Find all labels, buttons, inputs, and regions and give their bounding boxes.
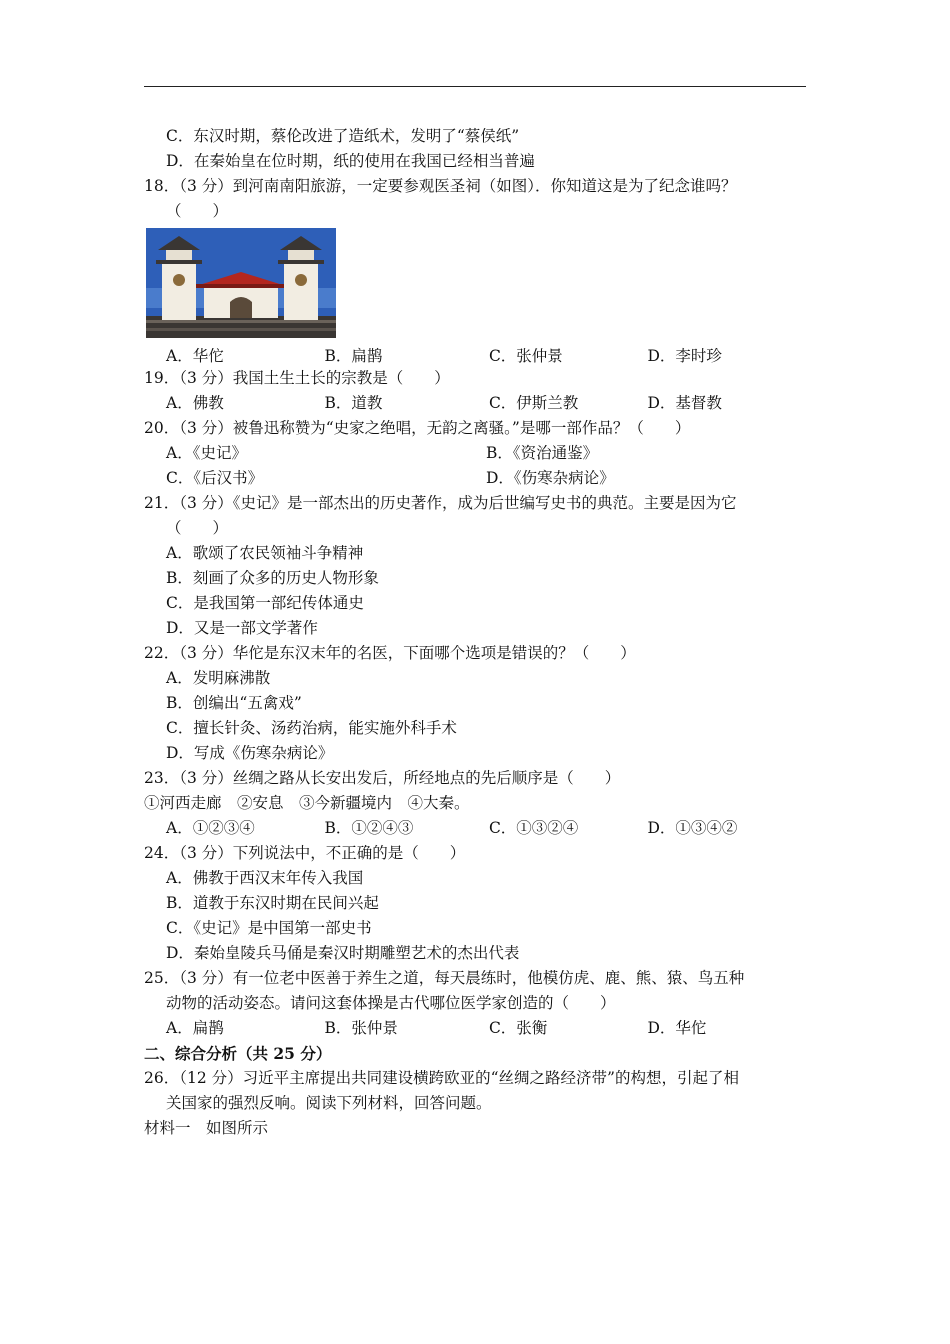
q18-options <box>144 344 806 366</box>
q20-option-a: A．《史记》 <box>166 444 247 462</box>
q21-option-b: B．刻画了众多的历史人物形象 <box>166 569 379 587</box>
q23-option-b: B．①②④③ <box>324 819 414 837</box>
q21-paren: （ ） <box>166 519 229 537</box>
q20-option-d: D．《伤寒杂病论》 <box>486 469 615 487</box>
shrine-illustration <box>146 228 336 338</box>
q24-option-c: C．《史记》是中国第一部史书 <box>166 919 372 937</box>
q20-option-c: C．《后汉书》 <box>166 469 264 487</box>
q25-option-d: D．华佗 <box>647 1019 707 1037</box>
q25-option-b: B．张仲景 <box>324 1019 398 1037</box>
q24-option-b: B．道教于东汉时期在民间兴起 <box>166 894 379 912</box>
q19-option-d: D．基督教 <box>647 394 722 412</box>
q25-stem: 25．（3 分）有一位老中医善于养生之道，每天晨练时，他模仿虎、鹿、熊、猿、鸟五种 <box>144 969 745 987</box>
q23-places: ①河西走廊 ②安息 ③今新疆境内 ④大秦。 <box>144 794 470 812</box>
q18-option-a: A．华佗 <box>166 347 224 365</box>
q20-options-row2 <box>144 466 806 491</box>
question-list <box>144 124 806 1141</box>
q18-option-d: D．李时珍 <box>647 347 722 365</box>
q25-option-c: C．张衡 <box>488 1019 548 1037</box>
q21-option-d: D．又是一部文学著作 <box>166 619 318 637</box>
q19-stem: 19．（3 分）我国土生土长的宗教是（ ） <box>144 369 450 387</box>
q26-stem: 26．（12 分）习近平主席提出共同建设横跨欧亚的“丝绸之路经济带”的构想，引起了相 <box>144 1069 739 1087</box>
q22-option-d: D．写成《伤寒杂病论》 <box>166 744 334 762</box>
q18-option-b: B．扁鹊 <box>324 347 383 365</box>
q17-option-c: C．东汉时期，蔡伦改进了造纸术，发明了“蔡侯纸” <box>166 127 520 145</box>
q22-option-c: C．擅长针灸、汤药治病，能实施外科手术 <box>166 719 457 737</box>
q19-option-c: C．伊斯兰教 <box>488 394 579 412</box>
material-one-label: 材料一 如图所示 <box>144 1119 269 1137</box>
q22-option-b: B．创编出“五禽戏” <box>166 694 302 712</box>
q20-stem: 20．（3 分）被鲁迅称赞为“史家之绝唱，无韵之离骚。”是哪一部作品？（ ） <box>144 419 691 437</box>
q25-stem-cont: 动物的活动姿态。请问这套体操是古代哪位医学家创造的（ ） <box>166 994 616 1012</box>
q24-stem: 24．（3 分）下列说法中，不正确的是（ ） <box>144 844 466 862</box>
q18-stem: 18．（3 分）到河南南阳旅游，一定要参观医圣祠（如图）．你知道这是为了纪念谁吗？ <box>144 177 737 195</box>
q23-option-c: C．①③②④ <box>488 819 579 837</box>
q23-option-a: A．①②③④ <box>166 819 255 837</box>
q24-option-d: D．秦始皇陵兵马俑是秦汉时期雕塑艺术的杰出代表 <box>166 944 520 962</box>
q21-option-a: A．歌颂了农民领袖斗争精神 <box>166 544 364 562</box>
q17-option-d: D．在秦始皇在位时期，纸的使用在我国已经相当普遍 <box>166 152 535 170</box>
q23-option-d: D．①③④② <box>647 819 738 837</box>
q26-stem-cont: 关国家的强烈反响。阅读下列材料，回答问题。 <box>166 1094 492 1112</box>
q20-option-b: B．《资治通鉴》 <box>486 444 599 462</box>
q22-option-a: A．发明麻沸散 <box>166 669 271 687</box>
q25-option-a: A．扁鹊 <box>166 1019 224 1037</box>
q18-paren: （ ） <box>166 202 229 220</box>
q24-option-a: A．佛教于西汉末年传入我国 <box>166 869 364 887</box>
q18-option-c: C．张仲景 <box>488 347 563 365</box>
q22-stem: 22．（3 分）华佗是东汉末年的名医，下面哪个选项是错误的？（ ） <box>144 644 636 662</box>
q19-option-a: A．佛教 <box>166 394 224 412</box>
section-heading: 二、综合分析（共 25 分） <box>144 1044 332 1063</box>
q19-options <box>144 391 806 416</box>
q19-option-b: B．道教 <box>324 394 383 412</box>
yisheng-shrine-image <box>146 228 336 338</box>
q23-stem: 23．（3 分）丝绸之路从长安出发后，所经地点的先后顺序是（ ） <box>144 769 621 787</box>
q21-stem: 21．（3 分）《史记》是一部杰出的历史著作，成为后世编写史书的典范。主要是因为它 <box>144 494 737 512</box>
q20-options-row1 <box>144 441 806 466</box>
header-rule <box>144 86 806 87</box>
q21-option-c: C．是我国第一部纪传体通史 <box>166 594 364 612</box>
q23-options <box>144 816 806 841</box>
q25-options <box>144 1016 806 1041</box>
